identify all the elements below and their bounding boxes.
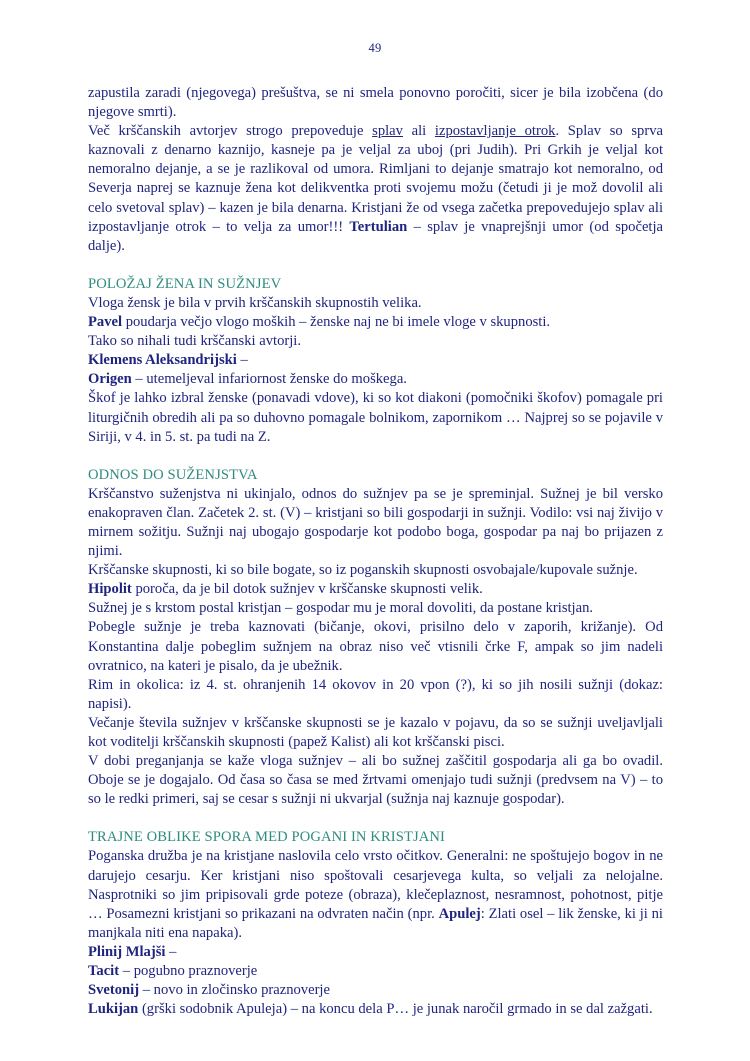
paragraph-slavery-7: Večanje števila sužnjev v krščanske skupnosti se je kazalo v pojavu, da so se sužnji uveljavljali kot voditelji krščanskih skupnosti (papež Kalist) ali kot krščanski pisci.: [88, 714, 663, 750]
underlined-term-izpostavljanje-otrok: izpostavljanje otrok: [434, 123, 556, 140]
section-spacer: [88, 447, 663, 466]
page-content: [88, 84, 663, 1019]
section-spacer: [88, 256, 663, 275]
bold-term-origen: Origen: [88, 371, 132, 388]
paragraph-intro: zapustila zaradi (njegovega) prešuštva, se ni smela ponovno poročiti, sicer je bila izobčena (do njegove smrti).: [88, 85, 663, 121]
paragraph-slavery-8: V dobi preganjanja se kaže vloga sužnjev – ali bo sužnej zaščitil gospodarja ali ga bo ovadil. Oboje se je dogajalo. Od časa so časa se med žrtvami omenjajo tudi sužnji (predvsem na V) – to so le redki primeri, saj se cesar s sužnji ni ukvarjal (sužnja naj kaznuje gospodar).: [88, 753, 663, 808]
bold-term-hipolit: Hipolit: [88, 581, 132, 598]
paragraph-conflict-3: Tacit – pogubno praznoverje: [88, 963, 258, 980]
paragraph-slavery-5: Pobegle sužnje je treba kaznovati (bičanje, okovi, prisilno delo v zaporih, križanje). Od Konstantina dalje pobeglim sužnjem na obraz niso več vtisnili črke F, ampak so jim nadeli ovratnico, na kateri je pisalo, da je ubežnik.: [88, 619, 663, 674]
paragraph-abortion: Več krščanskih avtorjev strogo prepoveduje splav ali izpostavljanje otrok. Splav so sprva kaznovali z denarno kaznijo, kasneje pa je veljal za uboj (pri Judih). Pri Grkih je veljal kot nemoralno dejanje, a se je razlikoval od umora. Rimljani to dejanje smatrajo kot nemoralno, od Severja naprej se kaznuje žena kot delikventka proti svojemu možu (četudi ji je mož dovolil ali celo svetoval splav) – kazen je bila denarna. Kristjani že od vsega začetka prepovedujejo splav ali izpostavljanje otrok – to velja za umor!!! Tertulian – splav je vnaprejšnji umor (od spočetja dalje).: [88, 123, 664, 254]
paragraph-women-2: Pavel poudarja večjo vlogo moških – ženske naj ne bi imele vloge v skupnosti.: [88, 314, 551, 331]
paragraph-slavery-2: Krščanske skupnosti, ki so bile bogate, so iz poganskih skupnosti osvobajale/kupovale sužnje.: [88, 562, 638, 579]
bold-term-tacit: Tacit: [88, 963, 120, 980]
paragraph-conflict-1: Poganska družba je na kristjane naslovila celo vrsto očitkov. Generalni: ne spoštujejo bogov in ne darujejo cesarju. Ker kristjani niso spoštovali cesarjevega kulta, so veljali za nelojalne. Nasprotniki so jim pripisovali grde poteze (obraza), klečeplaznost, nesramnost, pohotnost, pitje … Posamezni kristjani so prikazani na odvraten način (npr. Apulej: Zlati osel – lik ženske, ki ji ni manjkala niti ena napaka).: [88, 848, 663, 941]
paragraph-slavery-4: Sužnej je s krstom postal kristjan – gospodar mu je moral dovoliti, da postane kristjan.: [88, 600, 594, 617]
paragraph-slavery-1: Krščanstvo suženjstva ni ukinjalo, odnos do sužnjev pa se je spreminjal. Sužnej je bil versko enakopraven član. Začetek 2. st. (V) – kristjani so bili gospodarji in sužnji. Vodilo: vsi naj živijo v mirnem sožitju. Sužnji naj ubogajo gospodarje kot podobo boga, gospodar pa naj bo prijazen z njimi.: [88, 485, 663, 560]
heading-trajne-oblike-spora: TRAJNE OBLIKE SPORA MED POGANI IN KRISTJANI: [88, 829, 445, 846]
paragraph-conflict-2: Plinij Mlajši –: [88, 943, 177, 960]
paragraph-women-1: Vloga žensk je bila v prvih krščanskih skupnostih velika.: [88, 294, 422, 311]
paragraph-women-6: Škof je lahko izbral ženske (ponavadi vdove), ki so kot diakoni (pomočniki škofov) pomagale pri liturgičnih obredih ali pa so duhovno pomagale bolnikom, zapornikom … Najprej so se pojavile v Siriji, v 4. in 5. st. pa tudi na Z.: [88, 390, 663, 445]
paragraph-slavery-6: Rim in okolica: iz 4. st. ohranjenih 14 okovov in 20 vpon (?), ki so jih nosili sužnji (dokaz: napisi).: [88, 676, 663, 712]
page-number: 49: [368, 41, 382, 55]
heading-polozaj-zena-in-suznjev: POLOŽAJ ŽENA IN SUŽNJEV: [88, 275, 282, 292]
underlined-term-splav: splav: [372, 123, 403, 140]
paragraph-women-3: Tako so nihali tudi krščanski avtorji.: [88, 333, 301, 350]
paragraph-slavery-3: Hipolit poroča, da je bil dotok sužnjev v krščanske skupnosti velik.: [88, 581, 483, 598]
paragraph-conflict-4: Svetonij – novo in zločinsko praznoverje: [88, 982, 330, 999]
bold-term-lukijan: Lukijan: [88, 1001, 139, 1018]
bold-term-klemens-aleksandrijski: Klemens Aleksandrijski: [88, 352, 237, 369]
bold-term-tertulian: Tertulian: [349, 218, 408, 235]
bold-term-pavel: Pavel: [88, 314, 123, 331]
bold-term-plinij-mlajsi: Plinij Mlajši: [88, 943, 166, 960]
bold-term-apulej: Apulej: [438, 905, 481, 922]
paragraph-conflict-5: Lukijan (grški sodobnik Apuleja) – na koncu dela P… je junak naročil grmado in se dal zažgati.: [88, 1001, 653, 1018]
heading-odnos-do-suzenjstva: ODNOS DO SUŽENJSTVA: [88, 466, 258, 483]
section-spacer: [88, 809, 663, 828]
bold-term-svetonij: Svetonij: [88, 982, 140, 999]
paragraph-women-4: Klemens Aleksandrijski –: [88, 352, 248, 369]
paragraph-women-5: Origen – utemeljeval infariornost ženske do moškega.: [88, 371, 407, 388]
